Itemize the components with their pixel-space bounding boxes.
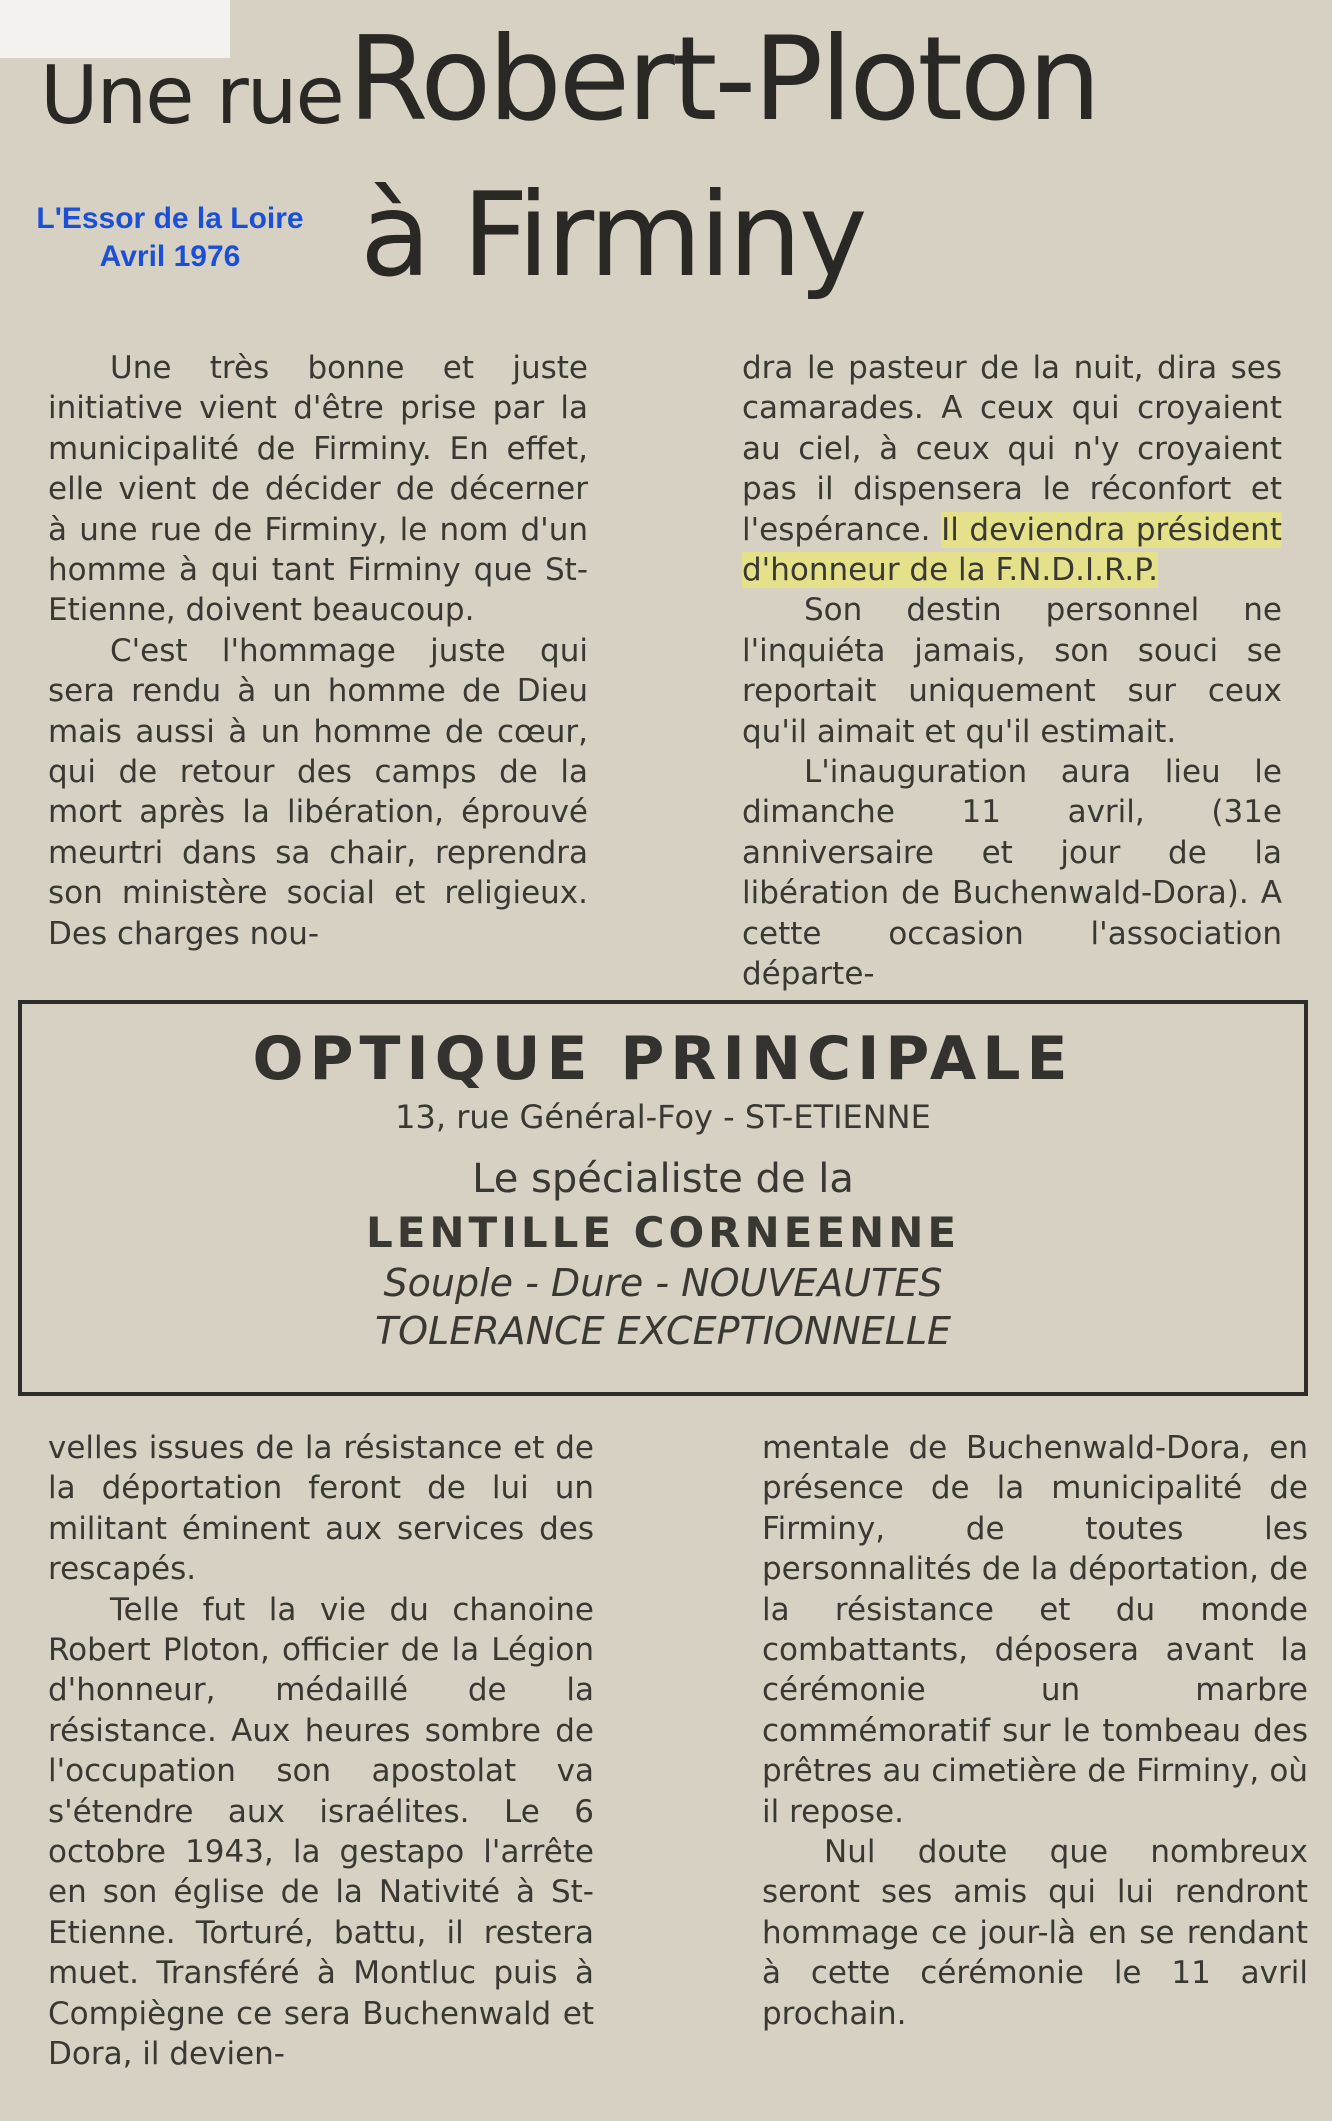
paragraph: L'inauguration aura lieu le dimanche 11 avril, (31e anniversaire et jour de la libération de Buchenwald-Dora). A cette occasion l'association départe-	[742, 754, 1282, 993]
article-column-top-left	[48, 348, 588, 954]
paragraph: Nul doute que nombreux seront ses amis qui lui rendront hommage ce jour-là en se rendant à cette cérémonie le 11 avril prochain.	[762, 1834, 1308, 2032]
paragraph: Une très bonne et juste initiative vient d'être prise par la municipalité de Firminy. En effet, elle vient de décider de décerner à une rue de Firminy, le nom d'un homme à qui tant Firminy que St-Etienne, doivent beaucoup.	[48, 350, 588, 629]
article-column-bottom-right	[762, 1428, 1308, 2034]
paragraph: Telle fut la vie du chanoine Robert Ploton, officier de la Légion d'honneur, médaillé de la résistance. Aux heures sombre de l'occupation son apostolat va s'étendre aux israélites. Le 6 octobre 1943, la gestapo l'arrête en son église de la Nativité à St-Etienne. Torturé, battu, il restera muet. Transféré à Montluc puis à Compiègne ce sera Buchenwald et Dora, il devien-	[48, 1591, 594, 2073]
ad-product: LENTILLE CORNEENNE	[365, 1208, 961, 1257]
paragraph-text: dra le pasteur de la nuit, dira ses camarades. A ceux qui croyaient au ciel, à ceux qui n'y croyaient pas il dispensera le réconfort et l'espérance.	[742, 350, 1282, 548]
headline-line-2: à Firminy	[360, 168, 865, 303]
ad-tagline: Le spécialiste de la	[472, 1156, 854, 1202]
ad-shop-name: OPTIQUE PRINCIPALE	[252, 1024, 1074, 1094]
ad-address: 13, rue Général-Foy - ST-ETIENNE	[395, 1098, 931, 1136]
headline-line-1	[40, 12, 1310, 152]
headline-big: Robert-Ploton	[347, 12, 1099, 147]
paragraph: C'est l'hommage juste qui sera rendu à un homme de Dieu mais aussi à un homme de cœur, qui de retour des camps de la mort après la libération, éprouvé meurtri dans sa chair, reprendra son ministère social et religieux. Des charges nou-	[48, 632, 588, 952]
source-label	[10, 200, 330, 276]
paragraph-continued: mentale de Buchenwald-Dora, en présence de la municipalité de Firminy, de toutes les personnalités de la déportation, de la résistance et du monde combattants, déposera avant la cérémonie un marbre commémoratif sur le tombeau des prêtres au cimetière de Firminy, où il repose.	[762, 1430, 1308, 1830]
paragraph-continued: velles issues de la résistance et de la déportation feront de lui un militant éminent aux services des rescapés.	[48, 1430, 594, 1588]
article-column-bottom-left	[48, 1428, 594, 2075]
highlighted-text: Il deviendra président d'honneur de la F.N.D.I.R.P.	[742, 511, 1282, 589]
article-column-top-right	[742, 348, 1282, 995]
headline-small: Une rue	[40, 49, 343, 142]
ad-tolerance: TOLERANCE EXCEPTIONNELLE	[374, 1309, 952, 1353]
ad-types: Souple - Dure - NOUVEAUTES	[383, 1261, 943, 1305]
advertisement-box	[18, 1000, 1308, 1396]
source-publication: L'Essor de la Loire	[36, 202, 304, 235]
paragraph-continued	[742, 348, 1282, 590]
paragraph: Son destin personnel ne l'inquiéta jamais, son souci se reportait uniquement sur ceux qu'il aimait et qu'il estimait.	[742, 592, 1282, 750]
source-date: Avril 1976	[99, 240, 241, 273]
